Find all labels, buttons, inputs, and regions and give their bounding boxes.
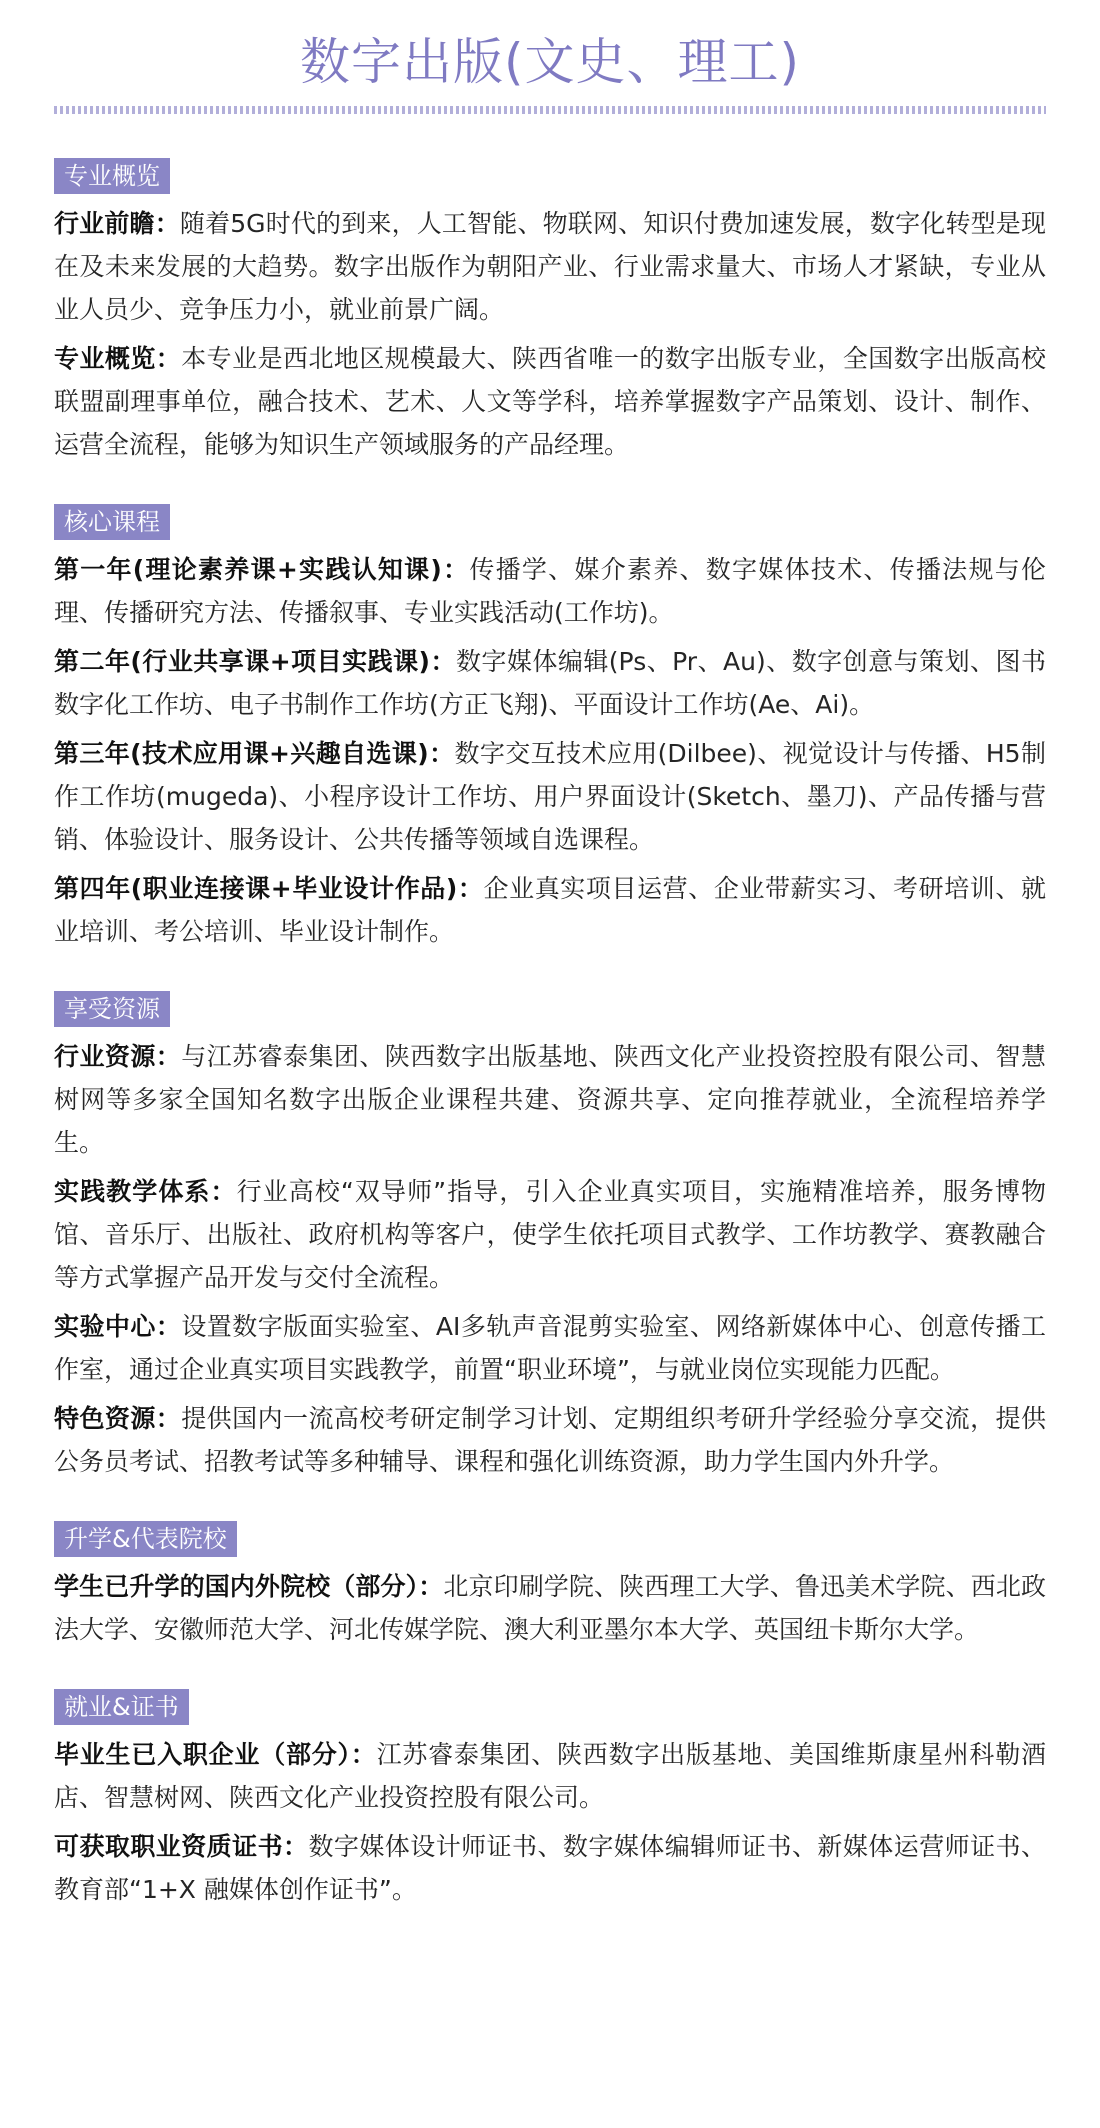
paragraph-lead: 实验中心： (54, 1312, 182, 1341)
paragraph (54, 732, 1046, 861)
paragraph-text: 随着5G时代的到来，人工智能、物联网、知识付费加速发展，数字化转型是现在及未来发展的大趋势。数字出版作为朝阳产业、行业需求量大、市场人才紧缺，专业从业人员少、竞争压力小，就业前景广阔。 (54, 209, 1046, 324)
paragraph (54, 1565, 1046, 1651)
section (54, 504, 1046, 953)
paragraph-text: 行业高校“双导师”指导，引入企业真实项目，实施精准培养，服务博物馆、音乐厅、出版社、政府机构等客户，使学生依托项目式教学、工作坊教学、赛教融合等方式掌握产品开发与交付全流程。 (54, 1177, 1046, 1292)
paragraph-lead: 第一年(理论素养课+实践认知课)： (54, 555, 470, 584)
paragraph-lead: 毕业生已入职企业（部分）： (54, 1740, 377, 1769)
paragraph (54, 548, 1046, 634)
title-divider (54, 106, 1046, 114)
section-label: 专业概览 (54, 158, 170, 194)
paragraph-lead: 实践教学体系： (54, 1177, 237, 1206)
paragraph (54, 1305, 1046, 1391)
section (54, 1689, 1046, 1911)
paragraph-lead: 行业前瞻： (54, 209, 180, 238)
paragraph-lead: 行业资源： (54, 1042, 182, 1071)
paragraph (54, 1825, 1046, 1911)
page-title: 数字出版(文史、理工) (299, 33, 800, 91)
paragraph (54, 1170, 1046, 1299)
paragraph-text: 与江苏睿泰集团、陕西数字出版基地、陕西文化产业投资控股有限公司、智慧树网等多家全国知名数字出版企业课程共建、资源共享、定向推荐就业，全流程培养学生。 (54, 1042, 1046, 1157)
paragraph-lead: 专业概览： (54, 344, 182, 373)
section-label: 核心课程 (54, 504, 170, 540)
section (54, 158, 1046, 466)
paragraph (54, 337, 1046, 466)
paragraph-text: 企业真实项目运营、企业带薪实习、考研培训、就业培训、考公培训、毕业设计制作。 (54, 874, 1046, 946)
paragraph (54, 1035, 1046, 1164)
section-label: 就业&证书 (54, 1689, 189, 1725)
paragraph (54, 1397, 1046, 1483)
section-label: 升学&代表院校 (54, 1521, 237, 1557)
paragraph-text: 北京印刷学院、陕西理工大学、鲁迅美术学院、西北政法大学、安徽师范大学、河北传媒学院、澳大利亚墨尔本大学、英国纽卡斯尔大学。 (54, 1572, 1046, 1644)
paragraph-text: 设置数字版面实验室、AI多轨声音混剪实验室、网络新媒体中心、创意传播工作室，通过企业真实项目实践教学，前置“职业环境”，与就业岗位实现能力匹配。 (54, 1312, 1046, 1384)
paragraph-text: 江苏睿泰集团、陕西数字出版基地、美国维斯康星州科勒酒店、智慧树网、陕西文化产业投资控股有限公司。 (54, 1740, 1046, 1812)
paragraph-lead: 第二年(行业共享课+项目实践课)： (54, 647, 456, 676)
paragraph-text: 本专业是西北地区规模最大、陕西省唯一的数字出版专业，全国数字出版高校联盟副理事单位，融合技术、艺术、人文等学科，培养掌握数字产品策划、设计、制作、运营全流程，能够为知识生产领域服务的产品经理。 (54, 344, 1046, 459)
section-label: 享受资源 (54, 991, 170, 1027)
paragraph-text: 传播学、媒介素养、数字媒体技术、传播法规与伦理、传播研究方法、传播叙事、专业实践活动(工作坊)。 (54, 555, 1046, 627)
section (54, 991, 1046, 1483)
paragraph (54, 1733, 1046, 1819)
paragraph (54, 202, 1046, 331)
paragraph (54, 867, 1046, 953)
paragraph-lead: 可获取职业资质证书： (54, 1832, 309, 1861)
paragraph-lead: 第三年(技术应用课+兴趣自选课)： (54, 739, 455, 768)
paragraph-lead: 学生已升学的国内外院校（部分）： (54, 1572, 444, 1601)
paragraph-lead: 特色资源： (54, 1404, 182, 1433)
paragraph (54, 640, 1046, 726)
section (54, 1521, 1046, 1651)
sections-container (54, 158, 1046, 1911)
paragraph-text: 数字交互技术应用(Dilbee)、视觉设计与传播、H5制作工作坊(mugeda)、小程序设计工作坊、用户界面设计(Sketch、墨刀)、产品传播与营销、体验设计、服务设计、公共传播等领域自选课程。 (54, 739, 1046, 854)
paragraph-text: 数字媒体设计师证书、数字媒体编辑师证书、新媒体运营师证书、教育部“1+X 融媒体创作证书”。 (54, 1832, 1046, 1904)
paragraph-lead: 第四年(职业连接课+毕业设计作品)： (54, 874, 484, 903)
paragraph-text: 数字媒体编辑(Ps、Pr、Au)、数字创意与策划、图书数字化工作坊、电子书制作工作坊(方正飞翔)、平面设计工作坊(Ae、Ai)。 (54, 647, 1047, 719)
paragraph-text: 提供国内一流高校考研定制学习计划、定期组织考研升学经验分享交流，提供公务员考试、招教考试等多种辅导、课程和强化训练资源，助力学生国内外升学。 (54, 1404, 1046, 1476)
